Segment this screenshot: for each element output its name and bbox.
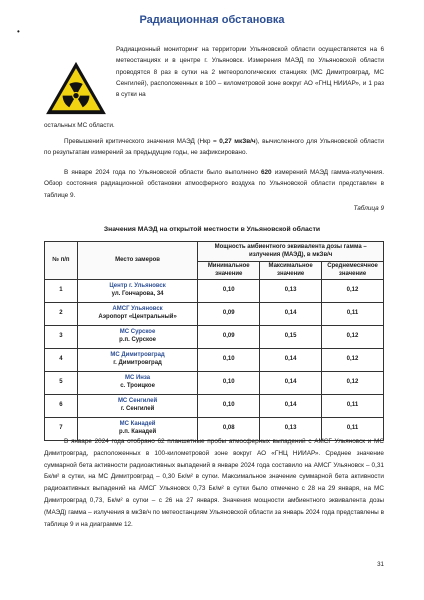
- avg-value: 0,12: [322, 349, 384, 372]
- station-location: с. Троицкое: [120, 383, 155, 389]
- min-value: 0,10: [198, 395, 260, 418]
- row-number: 4: [45, 349, 78, 372]
- header-place: Место замеров: [77, 242, 197, 280]
- maed-table: [44, 241, 384, 441]
- row-number: 6: [45, 395, 78, 418]
- station-name: МС Сенгилей: [117, 398, 158, 405]
- station-location: р.п. Сурское: [119, 337, 156, 343]
- avg-value: 0,11: [322, 395, 384, 418]
- row-number: 1: [45, 280, 78, 303]
- radiation-warning-sign-icon: [44, 60, 108, 116]
- table-row: [45, 303, 384, 326]
- row-number: 3: [45, 326, 78, 349]
- station-cell: [77, 349, 197, 372]
- threshold-paragraph: [44, 136, 384, 159]
- table-row: [45, 372, 384, 395]
- max-value: 0,13: [260, 280, 322, 303]
- row-number: 5: [45, 372, 78, 395]
- min-value: 0,10: [198, 372, 260, 395]
- header-max: Максимальное значение: [260, 262, 322, 280]
- max-value: 0,14: [260, 303, 322, 326]
- station-location: р.п. Канадей: [118, 429, 157, 435]
- station-name: Центр г. Ульяновск: [109, 283, 166, 290]
- table-row: [45, 326, 384, 349]
- station-name: АМСГ Ульяновск: [112, 306, 163, 313]
- min-value: 0,09: [198, 303, 260, 326]
- max-value: 0,14: [260, 349, 322, 372]
- min-value: 0,08: [198, 418, 260, 441]
- measurements-text-c: измерений МАЭД гамма-излучения. Обзор состояния радиационной обстановки атмосферного воздуха по Ульяновской области представлен в таблице 9.: [44, 169, 384, 199]
- threshold-text-a: Превышений критического значения МАЭД (Нкр =: [64, 138, 220, 145]
- station-name: МС Сурское: [119, 329, 156, 336]
- max-value: 0,13: [260, 418, 322, 441]
- table-row: [45, 280, 384, 303]
- page-title: Радиационная обстановка: [139, 14, 285, 26]
- intro-paragraph: Радиационный мониторинг на территории Ульяновской области осуществляется на 6 метеостанциях и в центре г. Ульяновск. Измерения МАЭД по Ульяновской области проводятся 8 раз в сутки на 2 метеорологических станциях (МС Димитровград, МС Сенгилей), расположенных в 100 – километровой зоне вокруг АО «ГНЦ НИИАР», и 1 раз в сутки на: [116, 46, 384, 99]
- avg-value: 0,12: [322, 372, 384, 395]
- bullet: •: [17, 27, 20, 36]
- table-title: Значения МАЭД на открытой местности в Ульяновской области: [103, 226, 321, 233]
- min-value: 0,10: [198, 280, 260, 303]
- measurements-text-a: В январе 2024 года по Ульяновской области было выполнено: [64, 169, 261, 176]
- station-cell: [77, 303, 197, 326]
- avg-value: 0,11: [322, 418, 384, 441]
- max-value: 0,14: [260, 372, 322, 395]
- measurements-paragraph: [44, 167, 384, 201]
- header-group: Мощность амбиентного эквивалента дозы гамма – излучения (МАЭД), в мкЗв/ч: [198, 242, 384, 262]
- table-label: Таблица 9: [353, 205, 384, 212]
- row-number: 2: [45, 303, 78, 326]
- table-row: [45, 395, 384, 418]
- avg-value: 0,11: [322, 303, 384, 326]
- avg-value: 0,12: [322, 326, 384, 349]
- header-avg: Среднемесячное значение: [322, 262, 384, 280]
- max-value: 0,14: [260, 395, 322, 418]
- station-location: г. Сенгилей: [120, 406, 155, 412]
- station-cell: [77, 395, 197, 418]
- fallout-paragraph: В январе 2024 года отобрано 62 планшетные пробы атмосферных выпадений с АМСГ Ульяновск и МС Димитровград, расположенных в 100-километровой зоне вокруг АО «ГНЦ НИИАР». Среднее значение суммарной бета активности радиоактивных выпадений в январе 2024 года составило на АМСГ Ульяновск – 0,31 Бк/м² в сутки, на МС Димитровград – 0,30 Бк/м² в сутки. Максимальное значение суммарной бета активности радиоактивных выпадений на АМСГ Ульяновск 0,73 Бк/м² в сутки было отмечено с 28 на 29 января, на МС Димитровград 0,73, Бк/м² в сутки – с 26 на 27 января. Значения мощности амбиентного эквивалента дозы (МАЭД) гамма – излучения в мкЗв/ч по метеостанциям Ульяновской области за январь 2024 года представлены в таблице 9 и на диаграмме 12.: [44, 438, 384, 528]
- measurements-count: 620: [260, 169, 272, 176]
- row-number: 7: [45, 418, 78, 441]
- min-value: 0,10: [198, 349, 260, 372]
- station-location: г. Димитровград: [113, 360, 162, 366]
- station-cell: [77, 280, 197, 303]
- station-name: МС Димитровград: [110, 352, 165, 359]
- intro-paragraph-tail: остальных МС области.: [44, 122, 115, 129]
- min-value: 0,09: [198, 326, 260, 349]
- avg-value: 0,12: [322, 280, 384, 303]
- header-min: Минимальное значение: [198, 262, 260, 280]
- station-cell: [77, 372, 197, 395]
- table-row: [45, 349, 384, 372]
- station-cell: [77, 326, 197, 349]
- max-value: 0,15: [260, 326, 322, 349]
- page-number: 31: [377, 561, 384, 568]
- station-location: ул. Гончарова, 34: [111, 291, 164, 297]
- station-name: МС Канадей: [119, 421, 156, 428]
- station-location: Аэропорт «Центральный»: [98, 314, 177, 320]
- threshold-value: 0,27 мкЗв/ч: [219, 138, 256, 145]
- threshold-text-c: ), вычисленного для Ульяновской области по результатам измерений за предыдущие годы, не зафиксировано.: [44, 138, 385, 157]
- station-name: МС Инза: [124, 375, 151, 382]
- header-num: № п/п: [45, 242, 78, 280]
